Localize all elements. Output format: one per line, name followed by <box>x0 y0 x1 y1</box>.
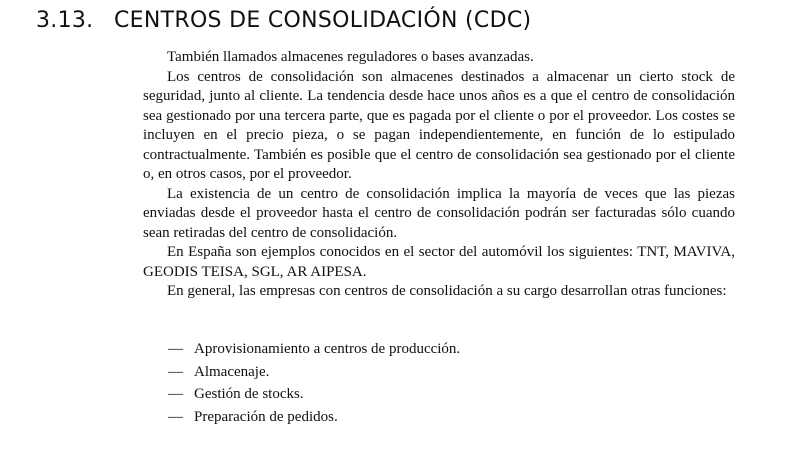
body-text <box>143 48 735 302</box>
list-item-text: Preparación de pedidos. <box>194 408 338 425</box>
dash-bullet: — <box>168 386 183 402</box>
list-item <box>168 406 460 429</box>
list-item-text: Gestión de stocks. <box>194 386 304 402</box>
paragraph-invoicing: La existencia de un centro de consolidación implica la mayoría de veces que las piezas enviadas desde el proveedor hasta el centro de consolidación podrán ser facturadas sólo cuando sean retiradas del centro de consolidación. <box>143 185 735 241</box>
paragraph-examples: En España son ejemplos conocidos en el sector del automóvil los siguientes: TNT, MAVIVA, GEODIS TEISA, SGL, AR AIPESA. <box>143 244 735 280</box>
dash-bullet: — <box>168 408 183 425</box>
list-item <box>168 383 460 406</box>
list-item <box>168 338 460 361</box>
paragraph-functions-intro: En general, las empresas con centros de consolidación a su cargo desarrollan otras funciones: <box>167 283 727 299</box>
section-heading <box>36 8 531 33</box>
dash-bullet: — <box>168 363 183 380</box>
list-item-text: Almacenaje. <box>194 363 270 380</box>
paragraph-definition: Los centros de consolidación son almacenes destinados a almacenar un cierto stock de seguridad, junto al cliente. La tendencia desde hace unos años es a que el centro de consolidación sea gestionado por una tercera parte, que es pagada por el cliente o por el proveedor. Los costes se incluyen en el precio pieza, o se pagan independientemente, en función de lo estipulado contractualmente. También es posible que el centro de consolidación sea gestionado por el cliente o, en otros casos, por el proveedor. <box>143 68 735 182</box>
functions-list <box>168 338 460 428</box>
section-number: 3.13. <box>36 8 94 33</box>
list-item <box>168 361 460 384</box>
list-item-text: Aprovisionamiento a centros de producción. <box>194 341 461 357</box>
section-title: CENTROS DE CONSOLIDACIÓN (CDC) <box>114 8 532 33</box>
paragraph-intro: También llamados almacenes reguladores o bases avanzadas. <box>167 49 534 65</box>
dash-bullet: — <box>168 341 183 357</box>
